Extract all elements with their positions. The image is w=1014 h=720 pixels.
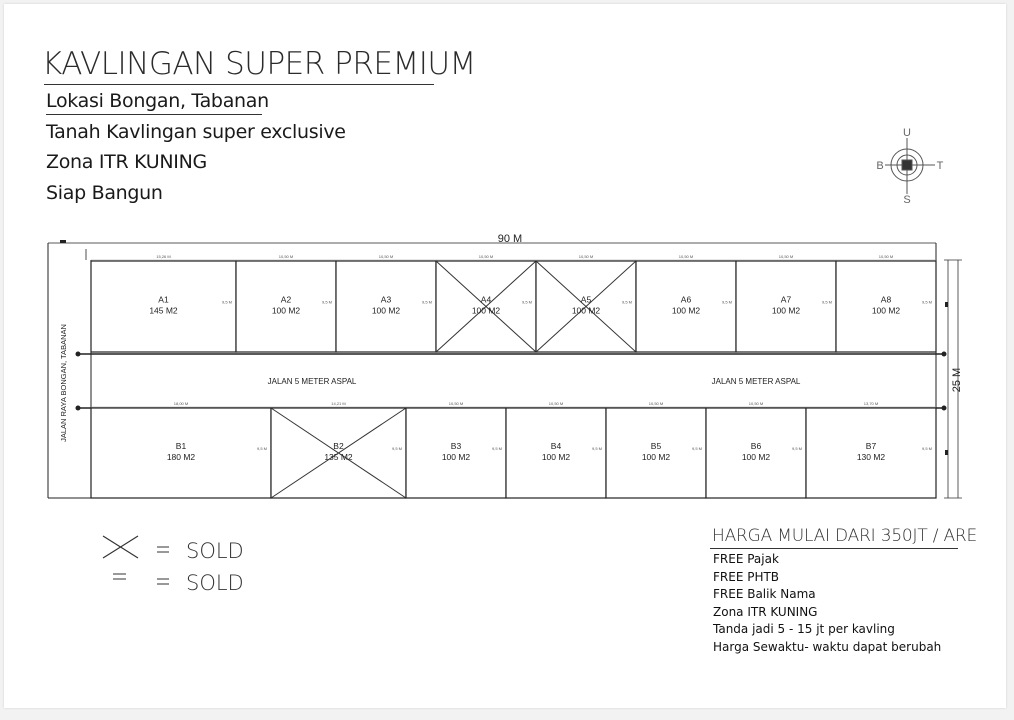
- plot-depth-label: 9,5 M: [921, 299, 932, 305]
- plot-width-label: 10,50 M: [678, 254, 694, 259]
- plot-id-label: A3: [380, 294, 392, 305]
- corner-marker: [60, 240, 66, 243]
- legend-sold-label-1: SOLD: [186, 539, 244, 563]
- price-item: FREE Balik Nama: [713, 587, 816, 602]
- plot-row-a: [91, 254, 948, 352]
- plot-a5[interactable]: [536, 261, 636, 352]
- plot-b1[interactable]: [91, 408, 271, 498]
- plot-area-label: 100 M2: [541, 452, 571, 462]
- price-heading: HARGA MULAI DARI 350JT / ARE: [712, 526, 978, 546]
- compass-south-label: S: [903, 194, 911, 206]
- plot-width-label: 10,50 M: [548, 401, 564, 406]
- plot-b4[interactable]: [506, 408, 606, 498]
- plot-a6[interactable]: [636, 261, 736, 352]
- plot-id-label: B4: [550, 441, 562, 451]
- page-title: KAVLINGAN SUPER PREMIUM: [42, 46, 476, 82]
- plot-width-label: 10,50 M: [748, 401, 764, 406]
- plot-b7[interactable]: [806, 408, 936, 498]
- legend-equals-sign: [157, 579, 169, 584]
- plot-width-label: 15,26 M: [156, 254, 171, 259]
- plot-area-label: 100 M2: [771, 305, 801, 316]
- price-item: FREE Pajak: [713, 552, 779, 566]
- price-item: Harga Sewaktu- waktu dapat berubah: [713, 639, 942, 654]
- edge-marker: [945, 302, 948, 307]
- plot-depth-label: 9,5 M: [921, 446, 932, 451]
- plot-b6[interactable]: [706, 408, 806, 498]
- plot-area-label: 100 M2: [871, 305, 901, 316]
- plot-id-label: A8: [880, 294, 892, 305]
- plot-id-label: A4: [480, 294, 492, 305]
- plot-width-label: 10,50 M: [448, 401, 464, 406]
- plot-depth-label: 9,5 M: [791, 446, 802, 451]
- plot-area-label: 100 M2: [741, 452, 771, 462]
- plot-depth-label: 9,5 M: [621, 299, 632, 305]
- compass-icon: [885, 138, 935, 194]
- plot-area-label: 100 M2: [571, 305, 601, 316]
- plot-id-label: A2: [280, 294, 292, 305]
- plot-depth-label: 9,5 M: [391, 446, 402, 451]
- plot-width-label: 10,50 M: [648, 401, 664, 406]
- location-text: Lokasi Bongan, Tabanan: [46, 90, 269, 112]
- plot-depth-label: 9,5 M: [521, 299, 532, 305]
- plot-row-b: [91, 401, 948, 498]
- plot-a3[interactable]: [336, 261, 436, 352]
- price-item: Zona ITR KUNING: [713, 604, 818, 619]
- plot-depth-label: 9,5 M: [591, 446, 602, 451]
- plot-b2[interactable]: [271, 408, 406, 498]
- plot-area-label: 100 M2: [671, 305, 701, 316]
- plot-depth-label: 9,5 M: [221, 299, 232, 305]
- road-end-markers: [76, 352, 947, 411]
- plot-area-label: 100 M2: [471, 305, 501, 316]
- price-item: Tanda jadi 5 - 15 jt per kavling: [713, 622, 895, 637]
- plot-width-label: 10,50 M: [378, 254, 394, 259]
- plot-id-label: A1: [158, 294, 169, 305]
- plot-width-label: 10,50 M: [278, 254, 294, 259]
- plot-a2[interactable]: [236, 261, 336, 352]
- plot-b5[interactable]: [606, 408, 706, 498]
- plot-a1[interactable]: [91, 261, 236, 352]
- plot-id-label: B1: [175, 441, 187, 451]
- plot-a4[interactable]: [436, 261, 536, 352]
- legend-sold-label-2: SOLD: [186, 571, 244, 595]
- plot-b3[interactable]: [406, 408, 506, 498]
- legend-equals-sign: [157, 547, 169, 552]
- plot-area-label: 100 M2: [271, 305, 301, 316]
- plot-id-label: A7: [780, 294, 792, 305]
- main-road-label: JALAN RAYA BONGAN, TABANAN: [59, 324, 68, 442]
- plot-id-label: B3: [450, 441, 462, 451]
- plot-depth-label: 9,5 M: [321, 299, 332, 305]
- plot-depth-label: 9,5 M: [821, 299, 832, 305]
- plot-area-label: 100 M2: [371, 305, 401, 316]
- plot-a8[interactable]: [836, 261, 936, 352]
- plot-depth-label: 9,5 M: [421, 299, 432, 305]
- plot-area-label: 135 M2: [324, 452, 353, 462]
- info-line-4: Siap Bangun: [46, 182, 163, 204]
- plot-width-label: 10,50 M: [878, 254, 894, 259]
- plot-depth-label: 9,5 M: [691, 446, 702, 451]
- plot-id-label: B7: [865, 441, 877, 451]
- plot-area-label: 100 M2: [641, 452, 671, 462]
- plot-width-label: 18,00 M: [173, 401, 189, 406]
- plot-id-label: A6: [680, 294, 692, 305]
- plot-area-label: 180 M2: [166, 452, 196, 462]
- plot-area-label: 145 M2: [149, 305, 178, 316]
- plot-depth-label: 9,5 M: [491, 446, 502, 451]
- price-heading-underline: [710, 548, 958, 549]
- plot-id-label: A5: [580, 294, 592, 305]
- plot-id-label: B5: [650, 441, 662, 451]
- inner-road-edges: [76, 354, 946, 408]
- plot-width-label: 10,50 M: [578, 254, 594, 259]
- plot-depth-label: 9,5 M: [721, 299, 732, 305]
- total-width-label: 90 M: [497, 233, 523, 245]
- legend-cross-icon: [103, 536, 138, 558]
- plot-area-label: 100 M2: [441, 452, 471, 462]
- edge-marker: [945, 450, 948, 455]
- plot-id-label: B2: [333, 441, 344, 451]
- plot-id-label: B6: [750, 441, 762, 451]
- price-feature-list: [713, 551, 941, 657]
- plot-a7[interactable]: [736, 261, 836, 352]
- legend-double-line-icon: [113, 574, 126, 579]
- compass-west-label: B: [876, 160, 884, 172]
- plot-width-label: 10,50 M: [478, 254, 494, 259]
- plot-depth-label: 9,5 M: [256, 446, 267, 451]
- inner-road-label-left: JALAN 5 METER ASPAL: [267, 377, 357, 386]
- plot-width-label: 10,50 M: [778, 254, 794, 259]
- plot-width-label: 13,70 M: [863, 401, 879, 406]
- compass-east-label: T: [936, 160, 944, 172]
- plot-area-label: 130 M2: [856, 452, 886, 462]
- plot-width-label: 14,21 M: [331, 401, 346, 406]
- compass-north-label: U: [903, 127, 911, 139]
- price-item: FREE PHTB: [713, 569, 780, 584]
- total-depth-label: 25 M: [951, 367, 963, 393]
- info-line-3: Zona ITR KUNING: [46, 151, 207, 173]
- inner-road-label-right: JALAN 5 METER ASPAL: [711, 377, 801, 386]
- info-line-2: Tanah Kavlingan super exclusive: [46, 121, 346, 143]
